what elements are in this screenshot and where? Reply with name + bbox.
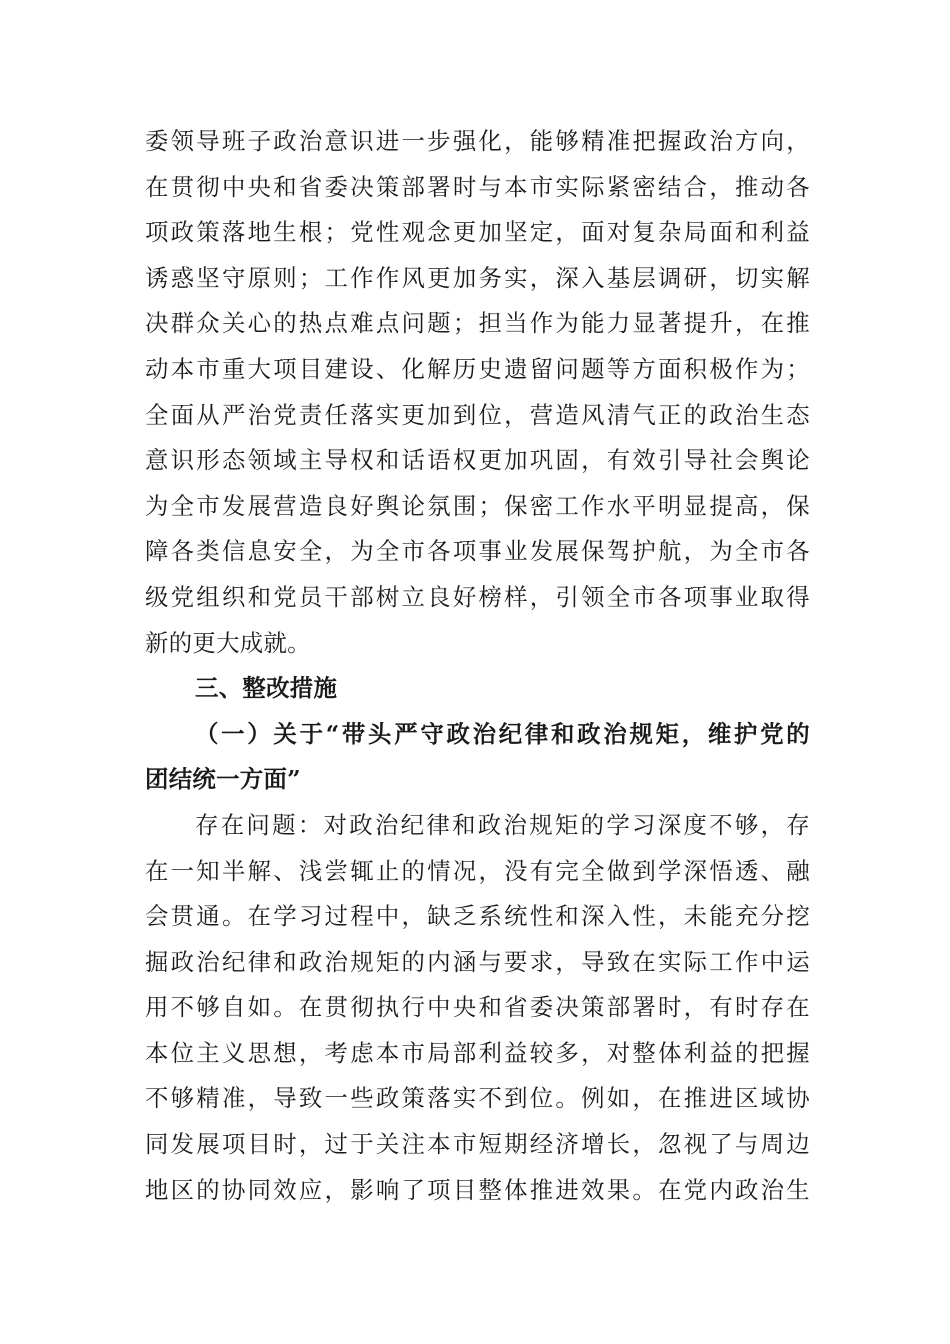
paragraph-line: 本位主义思想，考虑本市局部利益较多，对整体利益的把握: [145, 1038, 810, 1067]
subheading: [145, 712, 810, 803]
paragraph-line: 同发展项目时，过于关注本市短期经济增长，忽视了与周边: [145, 1130, 810, 1159]
paragraph-line: 障各类信息安全，为全市各项事业发展保驾护航，为全市各: [145, 537, 810, 566]
paragraph-line: 会贯通。在学习过程中，缺乏系统性和深入性，未能充分挖: [145, 902, 810, 931]
paragraph-line: 新的更大成就。: [145, 628, 311, 657]
paragraph-line: 动本市重大项目建设、化解历史遗留问题等方面积极作为；: [145, 354, 810, 383]
paragraph-line: 掘政治纪律和政治规矩的内涵与要求，导致在实际工作中运: [145, 947, 810, 976]
paragraph-line: 用不够自如。在贯彻执行中央和省委决策部署时，有时存在: [145, 993, 810, 1022]
subheading-line: 团结统一方面”: [145, 765, 301, 794]
paragraph-line: 级党组织和党员干部树立良好榜样，引领全市各项事业取得: [145, 582, 810, 611]
paragraph-results: [145, 119, 810, 666]
subheading-line: （一）关于“带头严守政治纪律和政治规矩，维护党的: [195, 719, 810, 748]
paragraph-line: 诱惑坚守原则；工作作风更加务实，深入基层调研，切实解: [145, 263, 810, 292]
document-body: [145, 119, 810, 1213]
paragraph-issues: [145, 803, 810, 1213]
section-heading: 三、整改措施: [195, 674, 338, 703]
paragraph-line: 存在问题：对政治纪律和政治规矩的学习深度不够，存: [195, 810, 810, 839]
paragraph-line: 意识形态领域主导权和话语权更加巩固，有效引导社会舆论: [145, 446, 810, 475]
paragraph-line: 地区的协同效应，影响了项目整体推进效果。在党内政治生: [145, 1175, 810, 1204]
paragraph-line: 在贯彻中央和省委决策部署时与本市实际紧密结合，推动各: [145, 172, 810, 201]
paragraph-line: 不够精准，导致一些政策落实不到位。例如，在推进区域协: [145, 1084, 810, 1113]
paragraph-line: 在一知半解、浅尝辄止的情况，没有完全做到学深悟透、融: [145, 856, 810, 885]
paragraph-line: 为全市发展营造良好舆论氛围；保密工作水平明显提高，保: [145, 491, 810, 520]
paragraph-line: 项政策落地生根；党性观念更加坚定，面对复杂局面和利益: [145, 218, 810, 247]
paragraph-line: 全面从严治党责任落实更加到位，营造风清气正的政治生态: [145, 400, 810, 429]
paragraph-line: 决群众关心的热点难点问题；担当作为能力显著提升，在推: [145, 309, 810, 338]
paragraph-line: 委领导班子政治意识进一步强化，能够精准把握政治方向，: [145, 127, 810, 155]
